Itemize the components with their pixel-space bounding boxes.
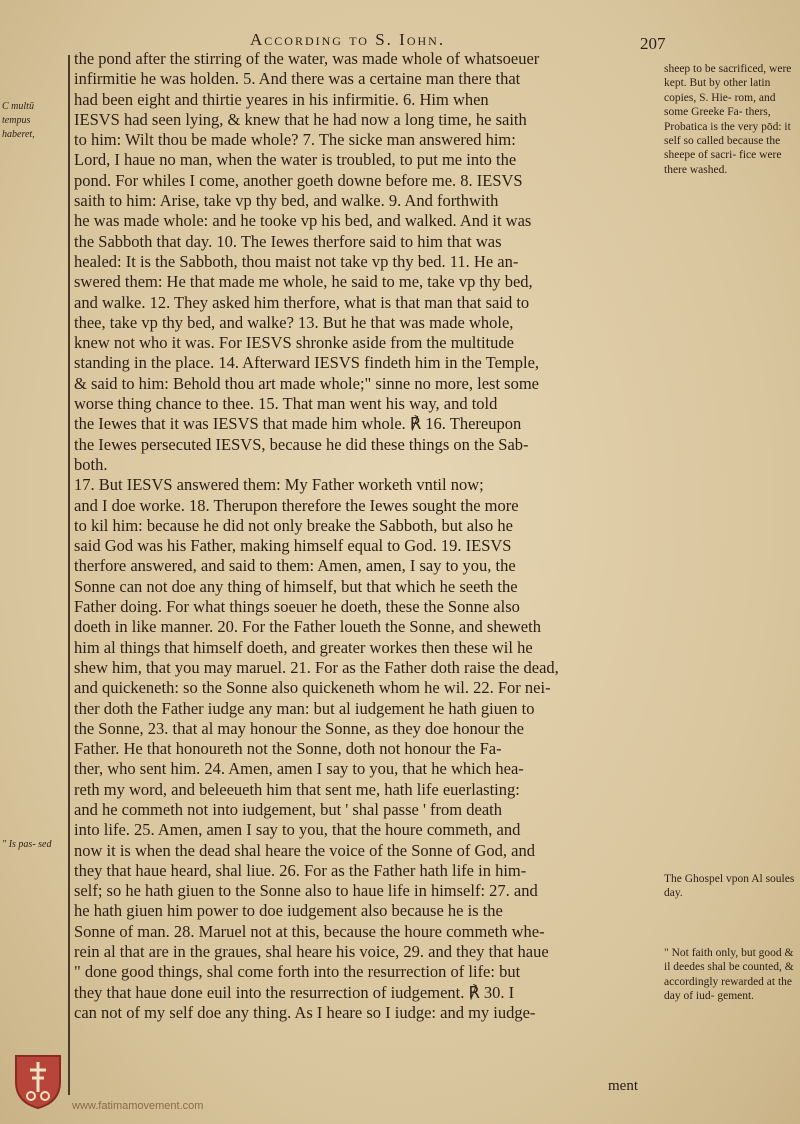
text-line: the Sonne, 23. that al may honour the Sonne, as they doe honour the — [74, 718, 524, 738]
text-line: thee, take vp thy bed, and walke? 13. But he that was made whole, — [74, 312, 514, 332]
text-line: he hath giuen him power to doe iudgement also because he is the — [74, 901, 503, 921]
main-text-column — [74, 49, 669, 1023]
text-line: Sonne of man. 28. Maruel not at this, because the houre commeth whe- — [74, 921, 545, 941]
text-line: Sonne can not doe any thing of himself, but that which he seeth the — [74, 576, 518, 596]
text-line: worse thing chance to thee. 15. That man went his way, and told — [74, 394, 498, 414]
running-head: According to S. Iohn. — [250, 30, 446, 49]
text-line: therfore answered, and said to them: Amen, amen, I say to you, the — [74, 556, 516, 576]
text-line: standing in the place. 14. Afterward IESVS findeth him in the Temple, — [74, 353, 540, 373]
text-line: healed: It is the Sabboth, thou maist not take vp thy bed. 11. He an- — [74, 251, 519, 271]
text-line: IESVS had seen lying, & knew that he had now a long time, he saith — [74, 109, 527, 129]
catchword: ment — [608, 1078, 638, 1094]
text-line: shew him, that you may maruel. 21. For as the Father doth raise the dead, — [74, 657, 559, 677]
text-line: rein al that are in the graues, shal heare his voice, 29. and they that haue — [74, 942, 549, 962]
text-line: said God was his Father, making himself equal to God. 19. IESVS — [74, 536, 512, 556]
text-line: infirmitie he was holden. 5. And there was a certaine man there that — [74, 69, 521, 89]
text-line: the Iewes persecuted IESVS, because he did these things on the Sab- — [74, 434, 529, 454]
right-margin-note: The Ghospel vpon Al soules day. — [664, 873, 795, 900]
text-line: they that haue heard, shal liue. 26. For as the Father hath life in him- — [74, 860, 527, 880]
text-line: saith to him: Arise, take vp thy bed, and walke. 9. And forthwith — [74, 191, 499, 211]
text-line: & said to him: Behold thou art made whole;" sinne no more, lest some — [74, 373, 539, 393]
text-line: they that haue done euil into the resurrection of iudgement. ℟ 30. I — [74, 982, 515, 1002]
text-line: into life. 25. Amen, amen I say to you, that the houre commeth, and — [74, 820, 521, 840]
text-line: now it is when the dead shal heare the voice of the Sonne of God, and — [74, 840, 535, 860]
text-line: to him: Wilt thou be made whole? 7. The sicke man answered him: — [74, 130, 516, 150]
right-margin-note: sheep to be sacrificed, were kept. But by other latin copies, S. Hie- rom, and some Greeke Fa- thers, Probatica is the very pōd: it self so called because the sheepe of sacri- fice were there washed. — [664, 63, 792, 176]
text-line: he was made whole: and he tooke vp his bed, and walked. And it was — [74, 211, 532, 231]
papal-emblem-icon — [12, 1052, 64, 1110]
text-line: can not of my self doe any thing. As I heare so I iudge: and my iudge- — [74, 1002, 536, 1022]
text-line: him al things that himself doeth, and greater workes then these wil he — [74, 637, 533, 657]
text-line: swered them: He that made me whole, he said to me, take vp thy bed, — [74, 272, 533, 292]
text-line: reth my word, and beleeueth him that sent me, hath life euerlasting: — [74, 779, 520, 799]
text-line: pond. For whiles I come, another goeth downe before me. 8. IESVS — [74, 170, 523, 190]
page-number: 207 — [640, 34, 666, 53]
text-line: doeth in like manner. 20. For the Father loueth the Sonne, and sheweth — [74, 617, 541, 637]
text-line: the pond after the stirring of the water, was made whole of whatsoeuer — [74, 49, 540, 68]
margin-rule — [68, 55, 70, 1095]
text-line: had been eight and thirtie yeares in his infirmitie. 6. Him when — [74, 89, 489, 109]
left-margin-note: C multū tempus haberet, — [2, 101, 35, 140]
text-line: both. — [74, 454, 108, 474]
text-line: and walke. 12. They asked him therfore, what is that man that said to — [74, 292, 530, 312]
text-line: 17. But IESVS answered them: My Father worketh vntil now; — [74, 475, 484, 495]
text-line: and quickeneth: so the Sonne also quickeneth whom he wil. 22. For nei- — [74, 678, 551, 698]
right-margin-note: " Not faith only, but good & il deedes shal be counted, & accordingly rewarded at the day of iud- gement. — [664, 947, 794, 1003]
text-line: ther, who sent him. 24. Amen, amen I say to you, that he which hea- — [74, 759, 524, 779]
text-line: Father. He that honoureth not the Sonne, doth not honour the Fa- — [74, 739, 502, 759]
website-url[interactable]: www.fatimamovement.com — [72, 1100, 204, 1112]
text-line: knew not who it was. For IESVS shronke aside from the multitude — [74, 333, 514, 353]
text-line: the Sabboth that day. 10. The Iewes therfore said to him that was — [74, 231, 502, 251]
left-margin-note: " Is pas- sed — [2, 839, 52, 850]
text-line: to kil him: because he did not only breake the Sabboth, but also he — [74, 515, 513, 535]
text-line: " done good things, shal come forth into the resurrection of life: but — [74, 962, 521, 982]
text-line: ther doth the Father iudge any man: but al iudgement he hath giuen to — [74, 698, 535, 718]
text-line: and he commeth not into iudgement, but ' shal passe ' from death — [74, 799, 502, 819]
text-line: self; so he hath giuen to the Sonne also to haue life in himself: 27. and — [74, 881, 538, 901]
text-line: Lord, I haue no man, when the water is troubled, to put me into the — [74, 150, 517, 170]
text-line: the Iewes that it was IESVS that made him whole. ℟ 16. Thereupon — [74, 414, 522, 434]
text-line: and I doe worke. 18. Therupon therefore the Iewes sought the more — [74, 495, 519, 515]
text-line: Father doing. For what things soeuer he doeth, these the Sonne also — [74, 597, 520, 617]
